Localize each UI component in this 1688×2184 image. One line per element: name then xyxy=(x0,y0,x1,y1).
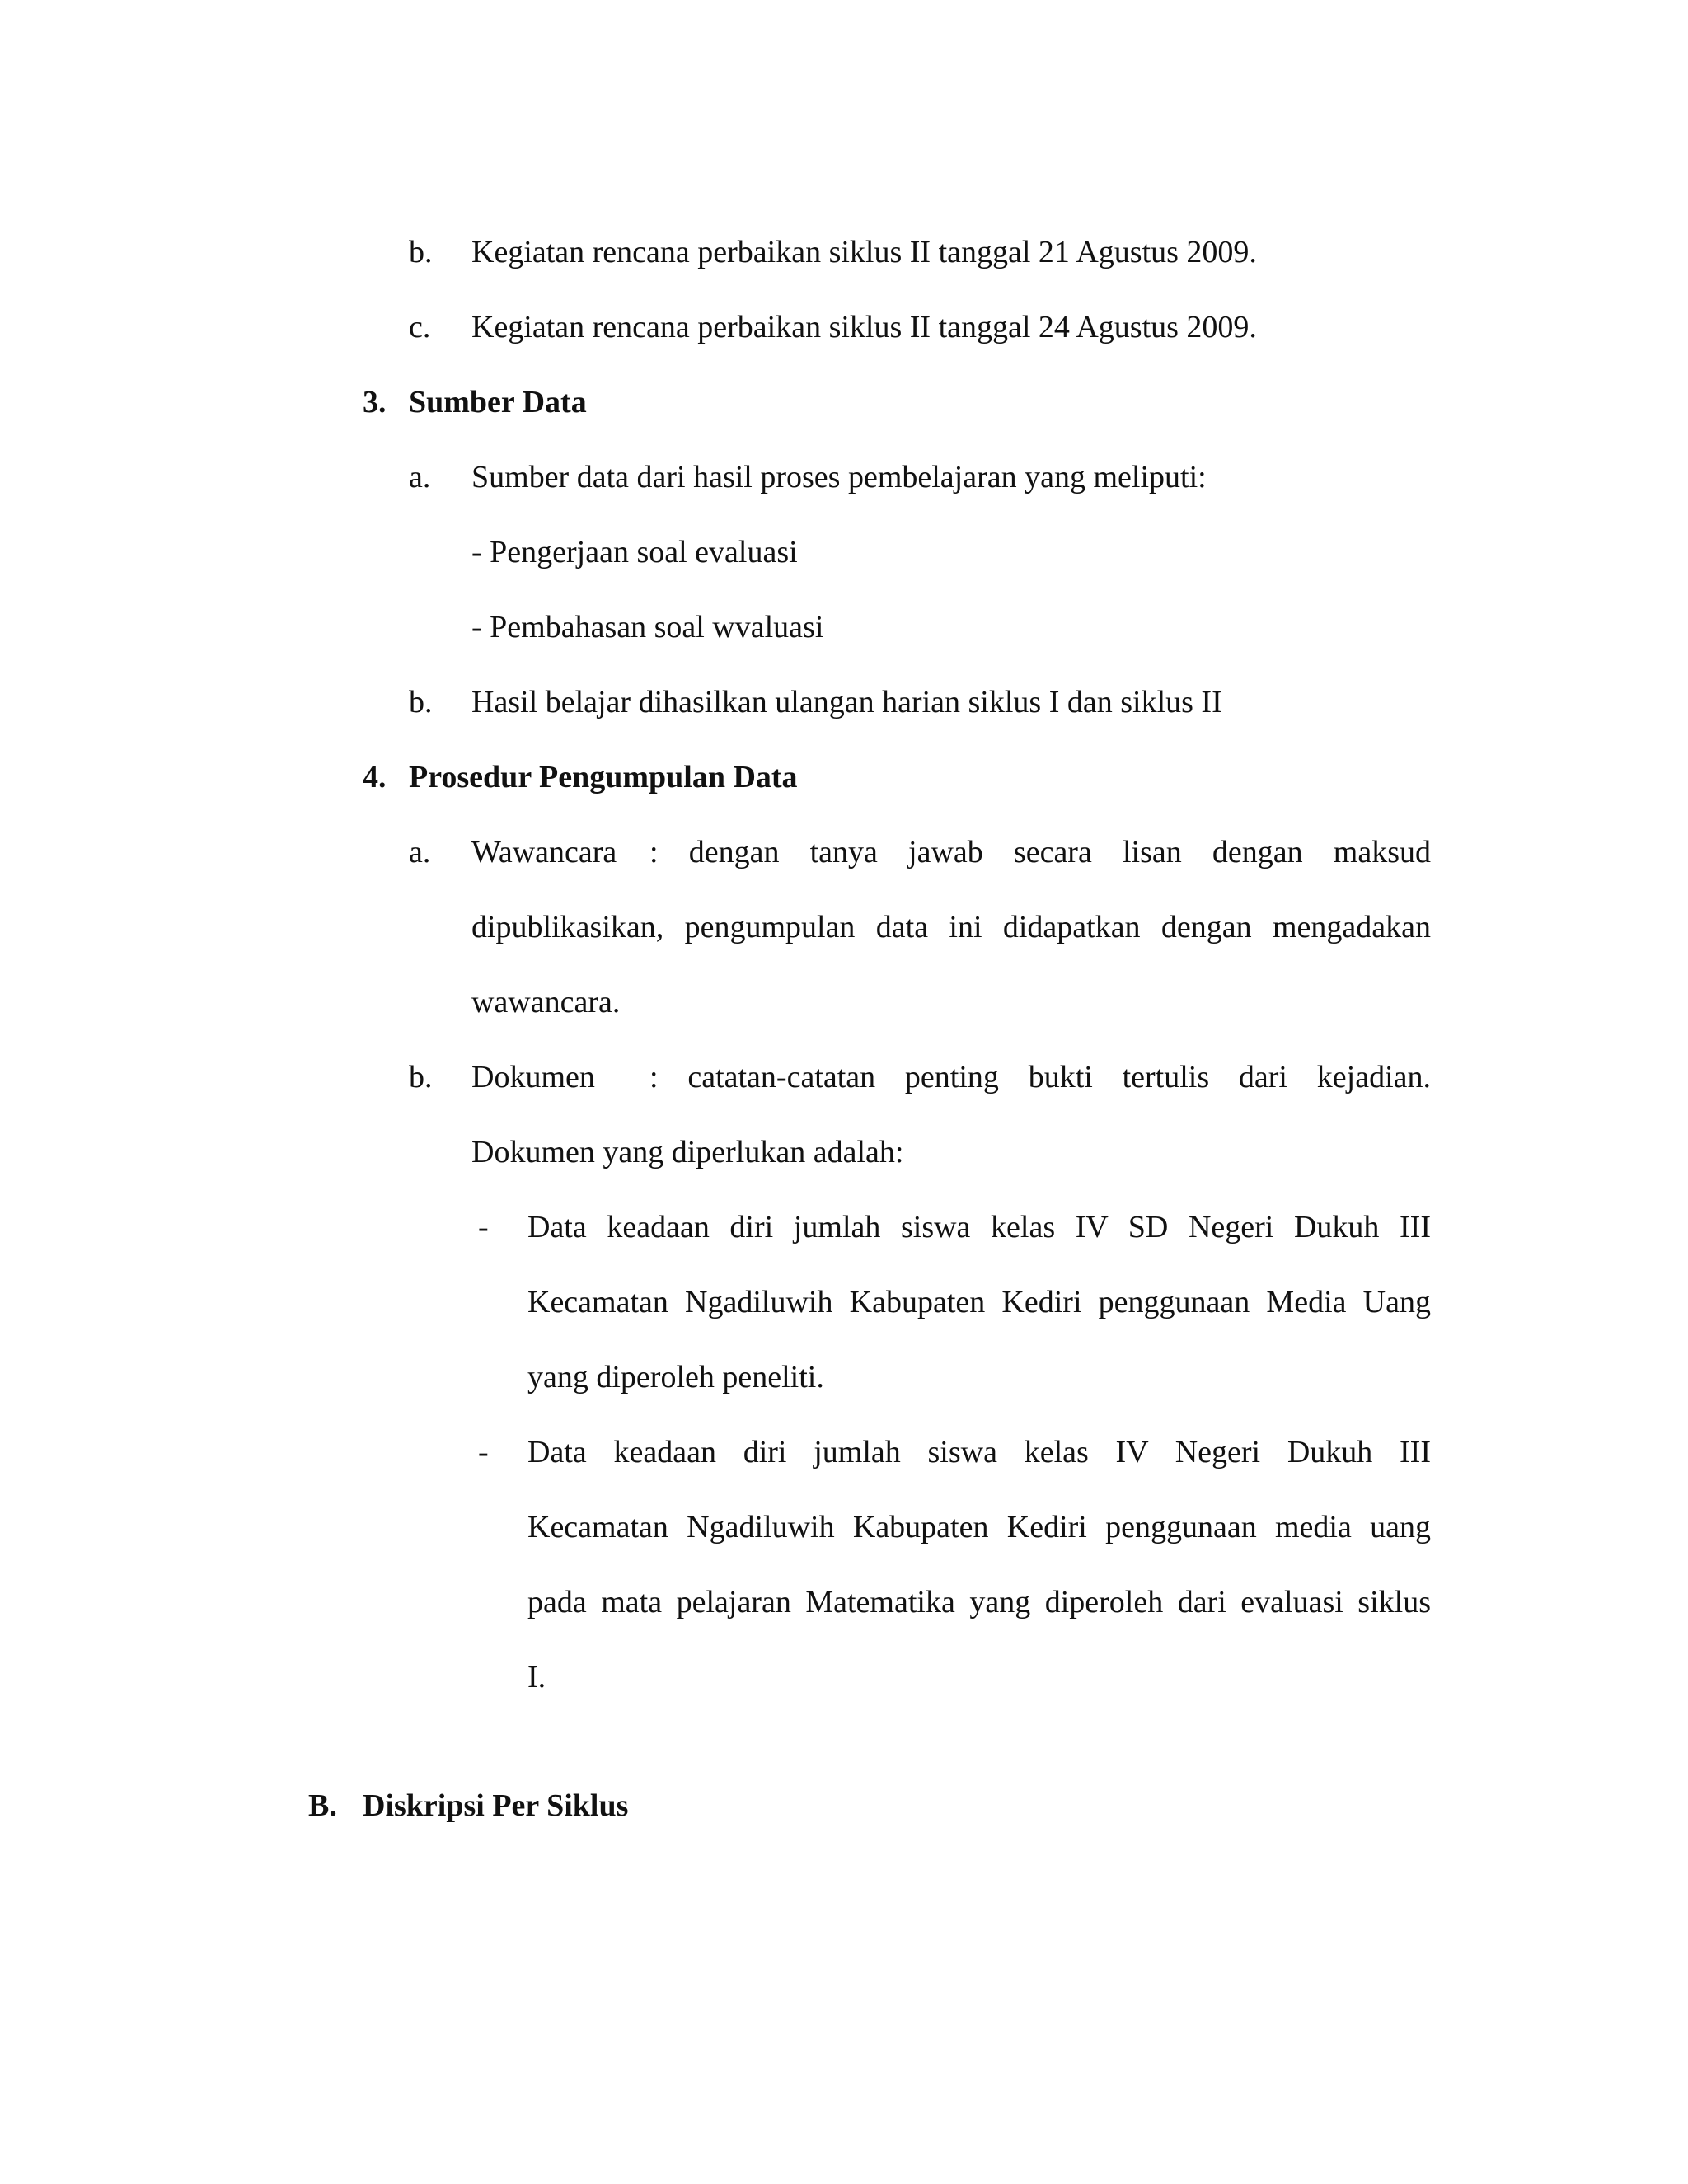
list-marker: b. xyxy=(409,1060,433,1094)
paragraph-line: dipublikasikan, pengumpulan data ini didapatkan dengan mengadakan xyxy=(471,910,1431,944)
paragraph-line: Data keadaan diri jumlah siswa kelas IV SD Negeri Dukuh III xyxy=(528,1210,1431,1244)
section-number: 3. xyxy=(363,385,387,419)
paragraph-line: Kecamatan Ngadiluwih Kabupaten Kediri penggunaan media uang xyxy=(528,1510,1431,1544)
sub-item-text: - Pengerjaan soal evaluasi xyxy=(471,535,798,569)
paragraph-line: wawancara. xyxy=(471,985,621,1019)
section-heading: Sumber Data xyxy=(409,385,587,419)
list-marker: c. xyxy=(409,310,431,344)
term-label: Wawancara xyxy=(471,835,617,869)
section-number: 4. xyxy=(363,760,387,794)
paragraph-line: Dokumen yang diperlukan adalah: xyxy=(471,1135,904,1169)
paragraph-line: yang diperoleh peneliti. xyxy=(528,1360,824,1394)
list-marker: a. xyxy=(409,835,431,869)
list-item-text: Kegiatan rencana perbaikan siklus II tanggal 24 Agustus 2009. xyxy=(471,310,1257,344)
paragraph-line: : catatan-catatan penting bukti tertulis dari kejadian. xyxy=(649,1060,1431,1094)
section-letter: B. xyxy=(308,1788,337,1823)
list-item-text: Sumber data dari hasil proses pembelajaran yang meliputi: xyxy=(471,460,1207,494)
list-marker: b. xyxy=(409,235,433,269)
paragraph-line: I. xyxy=(528,1660,546,1694)
sub-item-text: - Pembahasan soal wvaluasi xyxy=(471,610,824,644)
paragraph-line: pada mata pelajaran Matematika yang diperoleh dari evaluasi siklus xyxy=(528,1585,1431,1619)
list-marker: b. xyxy=(409,685,433,719)
paragraph-line: Kecamatan Ngadiluwih Kabupaten Kediri penggunaan Media Uang xyxy=(528,1285,1431,1319)
term-label: Dokumen xyxy=(471,1060,595,1094)
paragraph-line: Data keadaan diri jumlah siswa kelas IV Negeri Dukuh III xyxy=(528,1435,1431,1469)
list-item-text: Kegiatan rencana perbaikan siklus II tanggal 21 Agustus 2009. xyxy=(471,235,1257,269)
paragraph-line: : dengan tanya jawab secara lisan dengan maksud xyxy=(649,835,1431,869)
list-marker: a. xyxy=(409,460,431,494)
dash-marker: - xyxy=(478,1210,489,1244)
section-heading: Prosedur Pengumpulan Data xyxy=(409,760,798,794)
section-heading: Diskripsi Per Siklus xyxy=(363,1788,629,1823)
dash-marker: - xyxy=(478,1435,489,1469)
list-item-text: Hasil belajar dihasilkan ulangan harian siklus I dan siklus II xyxy=(471,685,1222,719)
